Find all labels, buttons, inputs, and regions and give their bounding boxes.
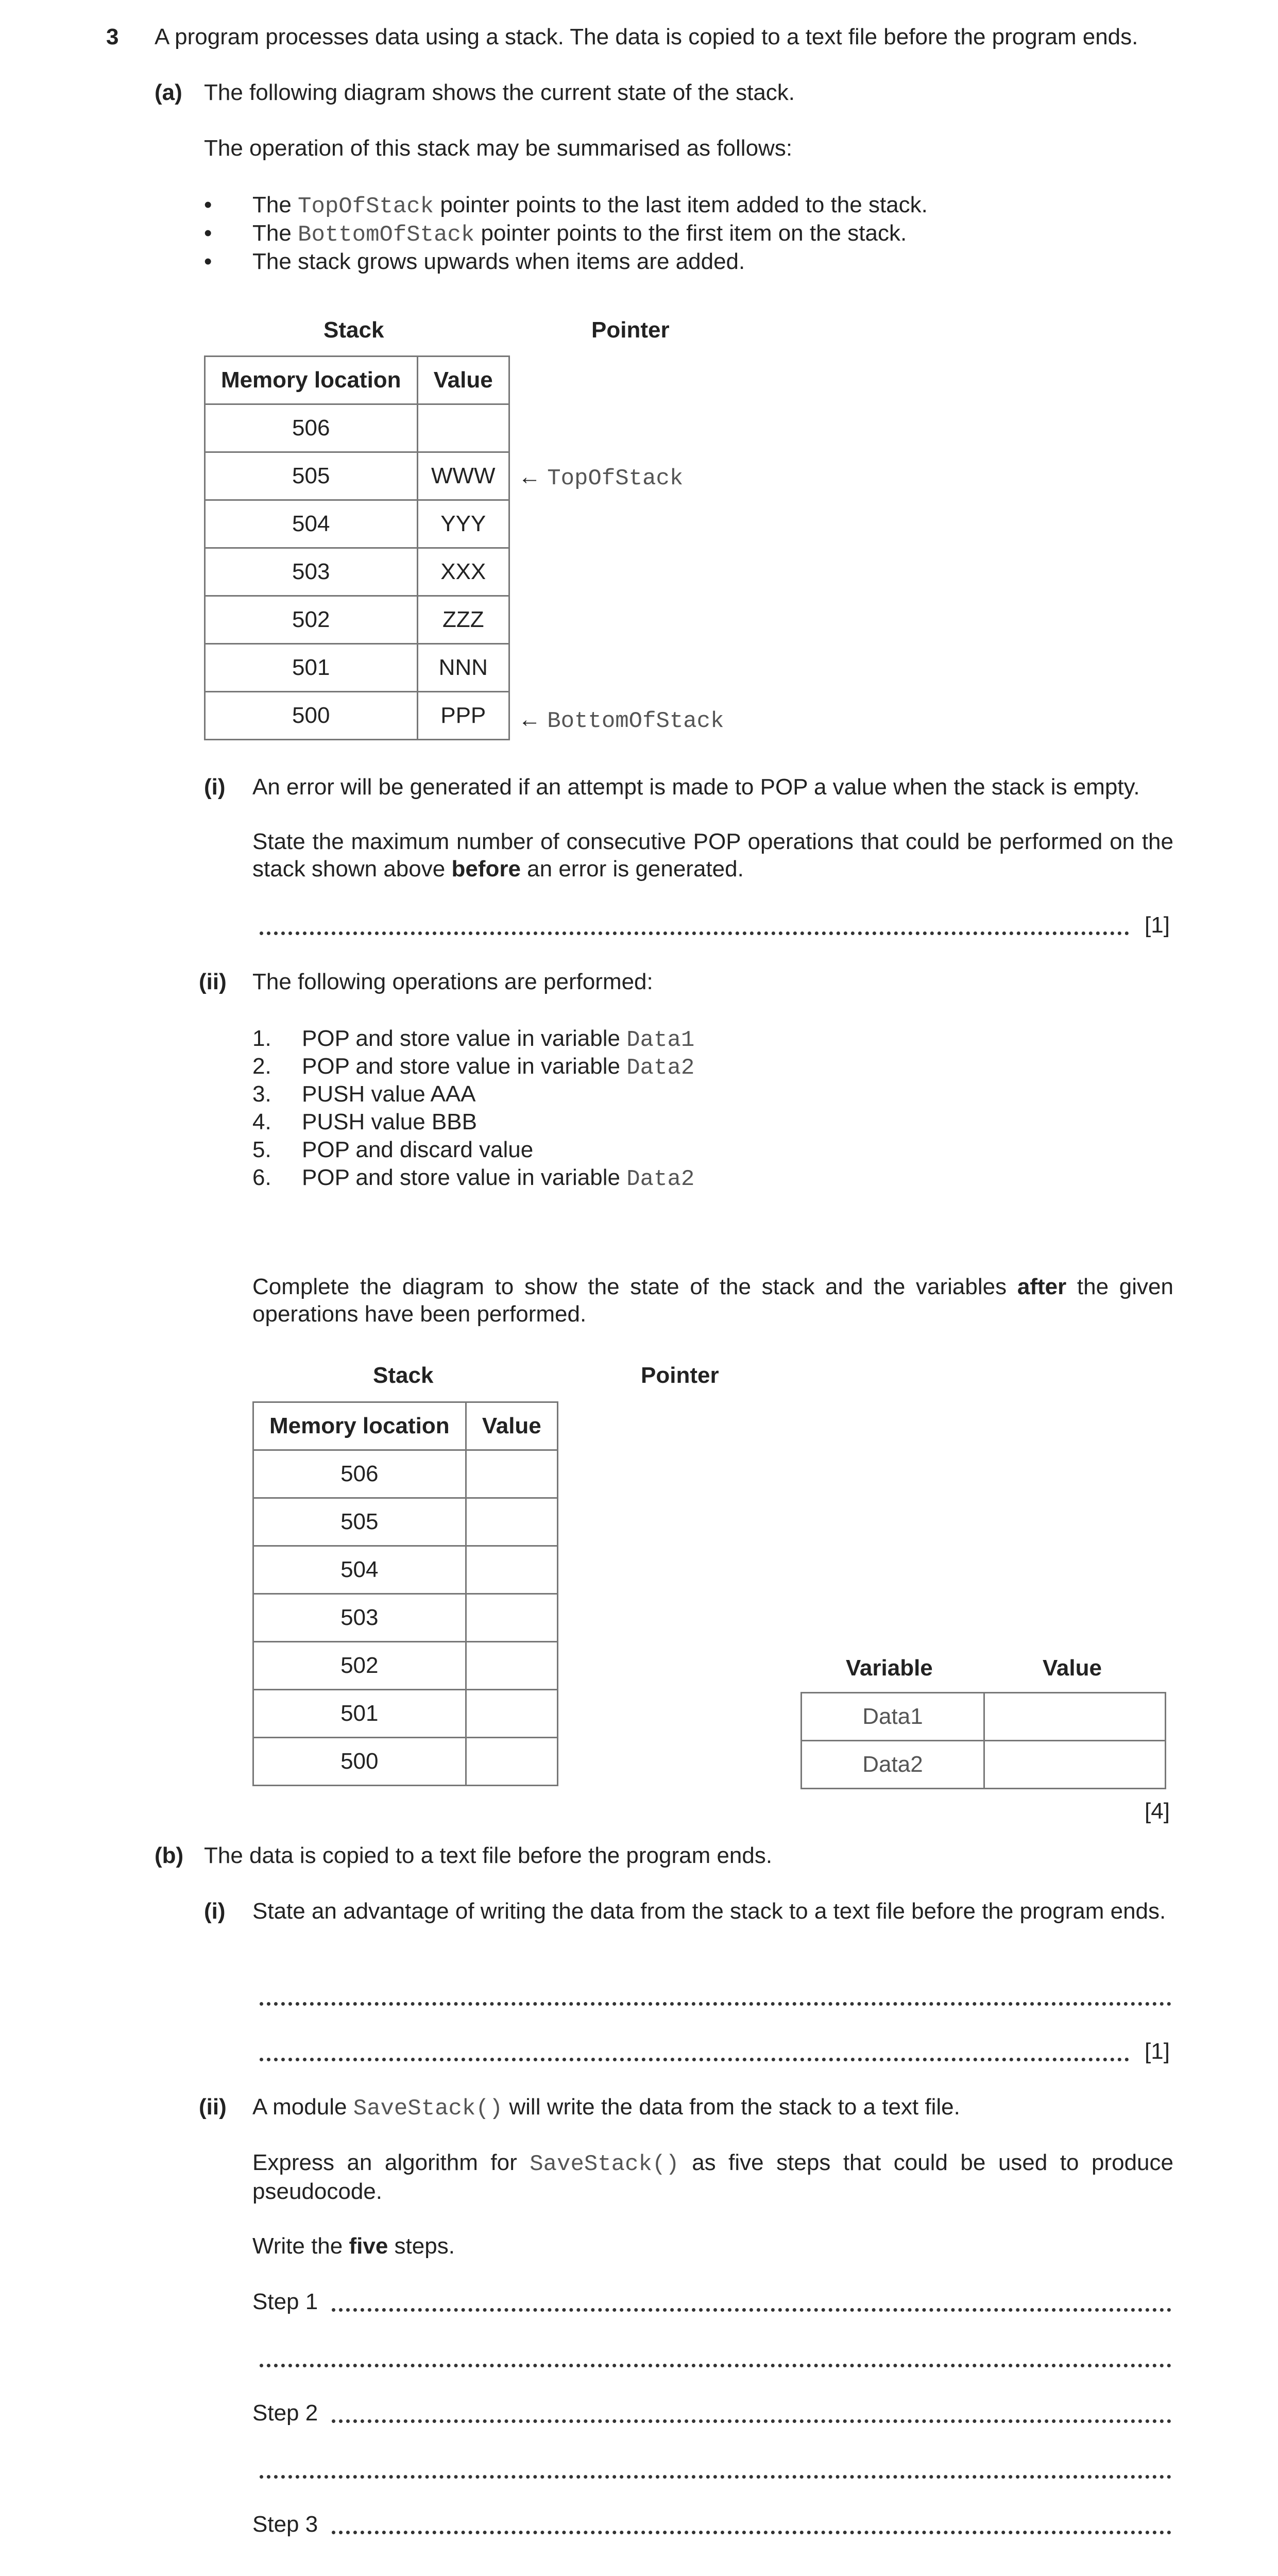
answer-line[interactable] [260,2364,1171,2367]
part-b-i-text: State an advantage of writing the data from the stack to a text file before the program ends. [252,1899,1166,1924]
col-value: Value [417,357,509,404]
op-number: 2. [252,1054,271,1079]
step-label: Step 3 [252,2512,318,2537]
stack-table-answer [252,1401,558,1786]
part-a-i-text1: An error will be generated if an attempt is made to POP a value when the stack is empty. [252,774,1140,800]
op-number: 4. [252,1109,271,1134]
pointer-heading: Pointer [641,1363,719,1388]
answer-line[interactable] [332,2531,1171,2534]
table-row: 502 ZZZ [205,596,509,644]
left-arrow-icon: ← [518,707,541,732]
part-b-ii-line2: Express an algorithm for SaveStack() as five steps that could be used to produce pseudocode. [252,2150,1174,2204]
part-a-i-label: (i) [204,774,226,800]
table-header-row [253,1402,558,1450]
part-a-label: (a) [155,80,182,105]
part-a-ii-intro: The following operations are performed: [252,969,653,994]
marks: [1] [1145,2039,1170,2064]
bullet-glyph: • [204,221,212,246]
table-row: Data2 [802,1741,1166,1789]
answer-cell[interactable] [466,1642,557,1690]
table-row: 503 [253,1594,558,1642]
op-text: POP and store value in variable Data2 [302,1054,695,1081]
table-row: 500 PPP [205,692,509,740]
table-row: Data1 [802,1693,1166,1741]
bullet-glyph: • [204,249,212,274]
marks: [1] [1145,912,1170,938]
code-topofstack: TopOfStack [298,194,434,219]
table-row: 506 [205,404,509,452]
part-a-ii-label: (ii) [199,969,227,994]
op-number: 1. [252,1026,271,1051]
part-b-intro: The data is copied to a text file before the program ends. [204,1843,773,1868]
answer-line[interactable] [260,2475,1171,2479]
step-label: Step 1 [252,2289,318,2314]
part-a-i-text2: State the maximum number of consecutive POP operations that could be performed on the stack shown above before an error is generated. [252,829,1173,882]
op-number: 6. [252,1165,271,1190]
pointer-bottom-of-stack: ← BottomOfStack [518,707,724,734]
table-header-row [205,357,509,404]
answer-line[interactable] [260,2058,1129,2061]
bullet-item: The BottomOfStack pointer points to the first item on the stack. [252,221,907,248]
pointer-top-of-stack: ← TopOfStack [518,464,684,492]
col-value: Value [466,1402,557,1450]
stack-heading: Stack [323,317,384,343]
bullet-glyph: • [204,192,212,217]
answer-cell[interactable] [984,1741,1166,1789]
answer-line[interactable] [332,2419,1171,2423]
table-row: 501 NNN [205,644,509,692]
question-number: 3 [106,24,119,49]
part-a-summary: The operation of this stack may be summarised as follows: [204,135,793,161]
answer-cell[interactable] [466,1450,557,1498]
value-heading: Value [1043,1655,1102,1681]
code-bottomofstack: BottomOfStack [298,222,475,248]
op-text: POP and store value in variable Data2 [302,1165,695,1192]
marks: [4] [1145,1799,1170,1824]
table-row: 504 YYY [205,500,509,548]
part-b-ii-line3: Write the five steps. [252,2233,455,2259]
part-b-ii-label: (ii) [199,2094,227,2120]
answer-cell[interactable] [984,1693,1166,1741]
bullet-item: The TopOfStack pointer points to the last item added to the stack. [252,192,928,219]
part-b-label: (b) [155,1843,184,1868]
part-a-intro: The following diagram shows the current state of the stack. [204,80,795,105]
pointer-heading: Pointer [591,317,670,343]
answer-cell[interactable] [466,1546,557,1594]
left-arrow-icon: ← [518,464,541,489]
table-row: 502 [253,1642,558,1690]
answer-cell[interactable] [466,1594,557,1642]
op-number: 3. [252,1081,271,1107]
variables-table [800,1692,1166,1789]
op-text: POP and discard value [302,1137,534,1162]
step-label: Step 2 [252,2400,318,2426]
part-b-i-label: (i) [204,1899,226,1924]
bullet-item: The stack grows upwards when items are added. [252,249,745,274]
stack-heading: Stack [373,1363,434,1388]
answer-line[interactable] [260,931,1129,935]
op-text: PUSH value BBB [302,1109,477,1134]
op-text: PUSH value AAA [302,1081,476,1107]
table-row: 506 [253,1450,558,1498]
answer-cell[interactable] [466,1690,557,1738]
op-text: POP and store value in variable Data1 [302,1026,695,1053]
col-memory-location: Memory location [253,1402,466,1450]
stack-table-current [204,355,510,740]
variable-heading: Variable [846,1655,933,1681]
table-row: 500 [253,1738,558,1786]
col-memory-location: Memory location [205,357,418,404]
part-b-ii-line1: A module SaveStack() will write the data from the stack to a text file. [252,2094,960,2122]
answer-cell[interactable] [466,1738,557,1786]
question-intro: A program processes data using a stack. The data is copied to a text file before the program ends. [155,24,1138,49]
table-row: 505 [253,1498,558,1546]
table-row: 504 [253,1546,558,1594]
table-row: 505 WWW [205,452,509,500]
table-row: 501 [253,1690,558,1738]
table-row: 503 XXX [205,548,509,596]
answer-cell[interactable] [466,1498,557,1546]
complete-instruction: Complete the diagram to show the state of the stack and the variables after the given operations have been performed. [252,1274,1173,1327]
answer-line[interactable] [260,2002,1171,2006]
answer-line[interactable] [332,2308,1171,2312]
op-number: 5. [252,1137,271,1162]
